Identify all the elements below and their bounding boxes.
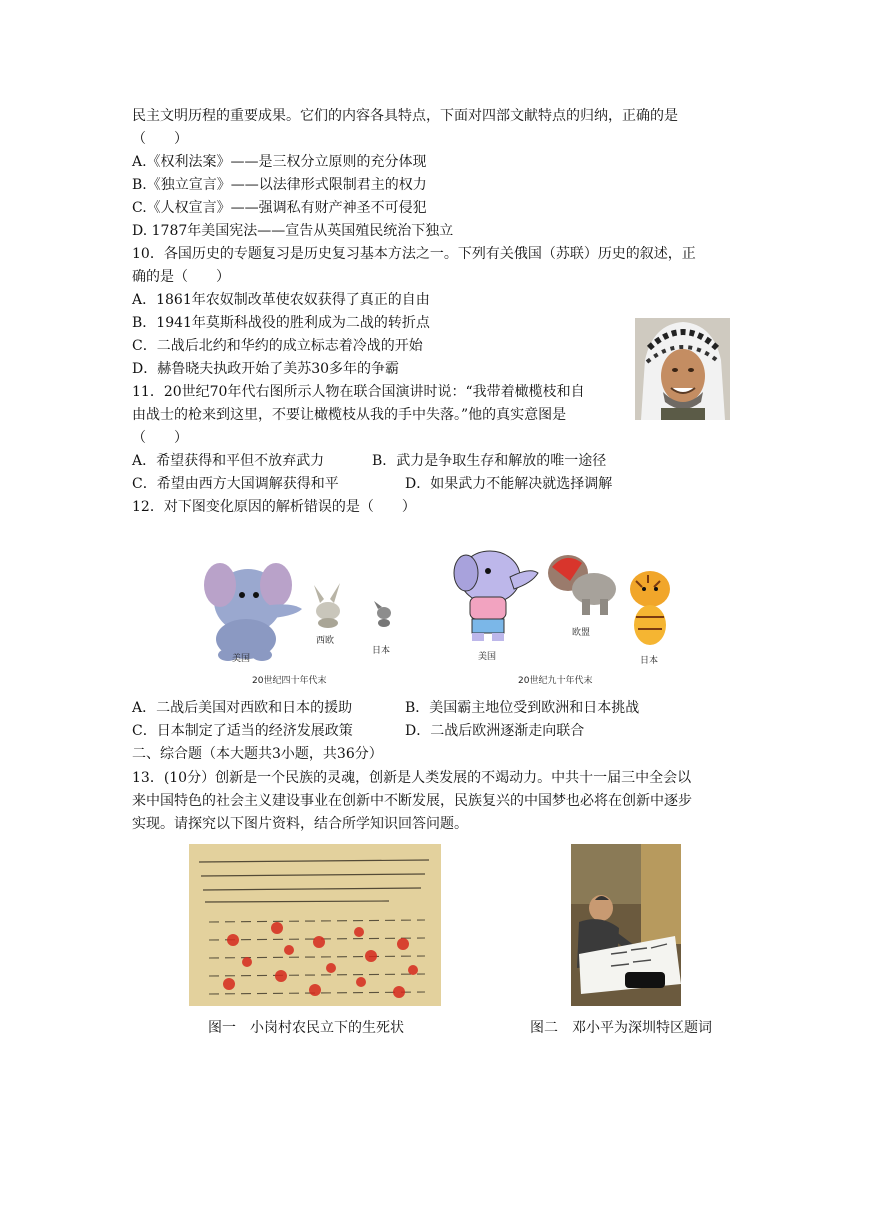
q12-option-b: B．美国霸主地位受到欧洲和日本挑战 <box>405 700 640 716</box>
q13-stem-line2: 来中国特色的社会主义建设事业在创新中不断发展，民族复兴的中国梦也必将在创新中逐步 <box>132 793 692 809</box>
q11-option-a: A．希望获得和平但不放弃武力 <box>132 453 325 469</box>
cartoon-right-label-eu: 欧盟 <box>572 628 591 638</box>
cartoon-left-label-jp: 日本 <box>372 646 391 656</box>
q11-option-d: D．如果武力不能解决就选择调解 <box>405 476 613 492</box>
section-heading: 二、综合题（本大题共3小题，共36分） <box>132 746 383 762</box>
portrait-photo <box>635 318 730 420</box>
q10-option-c: C．二战后北约和华约的成立标志着冷战的开始 <box>132 338 423 354</box>
figure1-xiaogang-pact-photo <box>189 844 441 1006</box>
q11-stem-line1: 11．20世纪70年代右图所示人物在联合国演讲时说：“我带着橄榄枝和自 <box>132 384 585 400</box>
figure2-deng-inscription-photo <box>571 844 681 1006</box>
q9-option-d: D. 1787年美国宪法——宣告从英国殖民统治下独立 <box>132 223 454 239</box>
q10-stem-line2: 确的是（ ） <box>132 269 230 285</box>
q10-option-a: A．1861年农奴制改革使农奴获得了真正的自由 <box>132 292 430 308</box>
cartoon-1940s <box>198 533 408 689</box>
cartoon-right-caption: 20世纪九十年代末 <box>518 676 593 686</box>
cartoon-left-label-eu: 西欧 <box>316 636 335 646</box>
q9-option-a: A.《权利法案》——是三权分立原则的充分体现 <box>132 154 427 170</box>
q11-stem-line2: 由战士的枪来到这里，不要让橄榄枝从我的手中失落。”他的真实意图是 <box>132 407 567 423</box>
figure1-caption: 图一 小岗村农民立下的生死状 <box>208 1020 404 1036</box>
cartoon-right-label-jp: 日本 <box>640 656 659 666</box>
q12-option-a: A．二战后美国对西欧和日本的援助 <box>132 700 353 716</box>
q10-option-b: B．1941年莫斯科战役的胜利成为二战的转折点 <box>132 315 430 331</box>
q11-option-b: B．武力是争取生存和解放的唯一途径 <box>372 453 607 469</box>
cartoon-left-caption: 20世纪四十年代末 <box>252 676 327 686</box>
cartoon-left-label-us: 美国 <box>232 654 251 664</box>
cartoon-right-label-us: 美国 <box>478 652 497 662</box>
q10-option-d: D．赫鲁晓夫执政开始了美苏30多年的争霸 <box>132 361 400 377</box>
q10-stem-line1: 10．各国历史的专题复习是历史复习基本方法之一。下列有关俄国（苏联）历史的叙述，正 <box>132 246 696 262</box>
q9-answer-paren: （ ） <box>132 131 188 147</box>
q11-option-c: C．希望由西方大国调解获得和平 <box>132 476 339 492</box>
q12-option-d: D．二战后欧洲逐渐走向联合 <box>405 723 585 739</box>
figure2-caption: 图二 邓小平为深圳特区题词 <box>530 1020 712 1036</box>
q11-answer-paren: （ ） <box>132 430 188 446</box>
cartoon-1990s <box>448 533 678 689</box>
q13-stem-line1: 13．(10分）创新是一个民族的灵魂，创新是人类发展的不竭动力。中共十一届三中全会以 <box>132 770 692 786</box>
q9-option-b: B.《独立宣言》——以法律形式限制君主的权力 <box>132 177 427 193</box>
q9-stem-end: 民主文明历程的重要成果。它们的内容各具特点，下面对四部文献特点的归纳，正确的是 <box>132 108 678 124</box>
q12-option-c: C．日本制定了适当的经济发展政策 <box>132 723 353 739</box>
q9-option-c: C.《人权宣言》——强调私有财产神圣不可侵犯 <box>132 200 427 216</box>
q12-stem: 12．对下图变化原因的解析错误的是（ ） <box>132 499 416 515</box>
q13-stem-line3: 实现。请探究以下图片资料，结合所学知识回答问题。 <box>132 816 468 832</box>
